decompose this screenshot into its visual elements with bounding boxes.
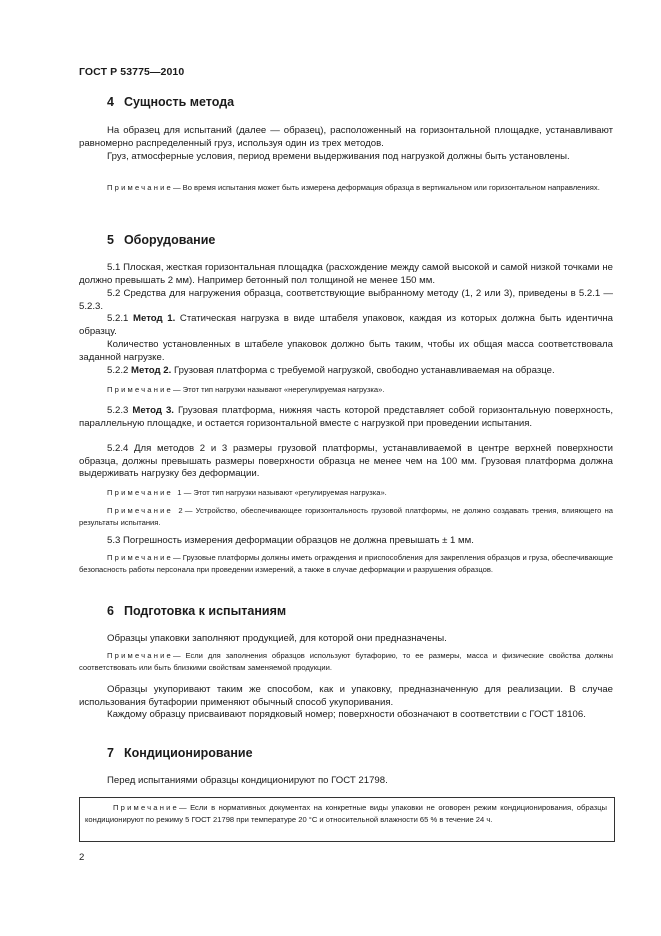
section-4-heading <box>107 95 234 109</box>
section-7-heading <box>107 746 253 760</box>
framed-note <box>79 797 615 842</box>
note-text: — Этот тип нагрузки называют «регулируемая нагрузка». <box>183 488 387 497</box>
method-label: Метод 3. <box>132 405 174 416</box>
clause-number: 5.2.3 <box>107 405 129 416</box>
note-label: Примечание <box>107 385 173 394</box>
note-label: Примечание <box>107 553 173 562</box>
section-number: 4 <box>107 95 114 109</box>
note-text: — Если в нормативных документах на конкретные виды упаковки не оговорен режим кондиционирования, образцы кондиционируют по режиму 5 ГОСТ 21798 при температуре 20 °С и относительной влажности 65 % в течение 24 ч. <box>85 803 607 824</box>
section-title: Сущность метода <box>123 95 235 109</box>
method-2-paragraph <box>79 365 613 378</box>
note-text: — Этот тип нагрузки называют «нерегулируемая нагрузка». <box>172 385 385 394</box>
section-number: 7 <box>107 746 114 760</box>
note-text: — Грузовые платформы должны иметь ограждения и приспособления для закрепления образцов и груза, обеспечивающие безопасность работы персонала при проведении измерений, а также в случае деформации и разрушения образцов. <box>79 553 613 574</box>
method-3-paragraph <box>79 405 613 430</box>
note <box>79 182 613 194</box>
note-label: Примечание <box>107 183 173 192</box>
note-label: Примечание 1 <box>107 488 184 497</box>
note <box>79 384 613 396</box>
section-number: 5 <box>107 233 114 247</box>
paragraph: На образец для испытаний (далее — образец), расположенный на горизонтальной площадке, устанавливают равномерно распределенный груз, используя один из трех методов. <box>79 125 613 149</box>
note-text: — Если для заполнения образцов используют бутафорию, то ее размеры, масса и физические свойства должны соответствовать или быть близкими свойствам заменяемой продукции. <box>79 651 613 672</box>
method-text: Грузовая платформа с требуемой нагрузкой, свободно устанавливаемая на образце. <box>173 365 555 376</box>
section-5-heading <box>107 233 215 247</box>
paragraph: 5.3 Погрешность измерения деформации образцов не должна превышать ± 1 мм. <box>107 535 474 546</box>
paragraph: Количество установленных в штабеле упаковок должно быть таким, чтобы их общая масса соответствовала заданной нагрузке. <box>79 339 613 363</box>
note <box>79 505 613 529</box>
paragraph: Образцы упаковки заполняют продукцией, для которой они предназначены. <box>107 633 447 644</box>
method-text: Грузовая платформа, нижняя часть которой представляет собой горизонтальную поверхность, параллельную площадке, и остается горизонтальной вместе с нагрузкой при проведении испытания. <box>79 405 614 429</box>
paragraph: 5.1 Плоская, жесткая горизонтальная площадка (расхождение между самой высокой и самой низкой точками не должно превышать 2 мм). Например бетонный пол толщиной не менее 150 мм. <box>79 262 613 286</box>
clause-number: 5.2.1 <box>107 313 129 324</box>
note <box>79 650 613 674</box>
section-title: Оборудование <box>123 233 216 247</box>
paragraph: Перед испытаниями образцы кондиционируют по ГОСТ 21798. <box>107 775 388 786</box>
method-1-paragraph <box>79 313 613 338</box>
page-number: 2 <box>79 852 85 863</box>
section-title: Подготовка к испытаниям <box>123 604 287 618</box>
note <box>79 552 613 576</box>
method-label: Метод 2. <box>131 365 172 376</box>
clause-number: 5.2.2 <box>107 365 129 376</box>
section-number: 6 <box>107 604 114 618</box>
paragraph: 5.2.4 Для методов 2 и 3 размеры грузовой платформы, устанавливаемой в центре верхней поверхности образца, должны превышать размеры поверхности образца не менее чем на 100 мм. Грузовая платформа должна выдерживать нагрузку без деформации. <box>79 443 613 480</box>
section-title: Кондиционирование <box>123 746 253 760</box>
paragraph: Каждому образцу присваивают порядковый номер; поверхности обозначают в соответствии с ГОСТ 18106. <box>107 709 586 720</box>
paragraph: 5.2 Средства для нагружения образца, соответствующие выбранному методу (1, 2 или 3), приведены в 5.2.1 — 5.2.3. <box>79 288 613 312</box>
note-label: Примечание 2 <box>107 506 185 515</box>
method-text: Статическая нагрузка в виде штабеля упаковок, каждая из которых должна быть идентична образцу. <box>79 313 613 337</box>
paragraph: Образцы укупоривают таким же способом, как и упаковку, предназначенную для реализации. В случае использования бутафории применяют обычный способ укупоривания. <box>79 684 613 708</box>
note <box>85 802 607 826</box>
method-label: Метод 1. <box>133 313 176 324</box>
standard-designation: ГОСТ Р 53775—2010 <box>79 66 185 78</box>
note <box>79 487 613 499</box>
note-label: Примечание <box>113 803 179 812</box>
section-6-heading <box>107 604 286 618</box>
note-text: — Устройство, обеспечивающее горизонтальность грузовой платформы, не должно создавать трения, влияющего на результаты испытания. <box>79 506 613 527</box>
note-label: Примечание <box>107 651 173 660</box>
paragraph: Груз, атмосферные условия, период времени выдерживания под нагрузкой должны быть установлены. <box>107 151 570 162</box>
note-text: — Во время испытания может быть измерена деформация образца в вертикальном или горизонтальном направлениях. <box>172 183 600 192</box>
